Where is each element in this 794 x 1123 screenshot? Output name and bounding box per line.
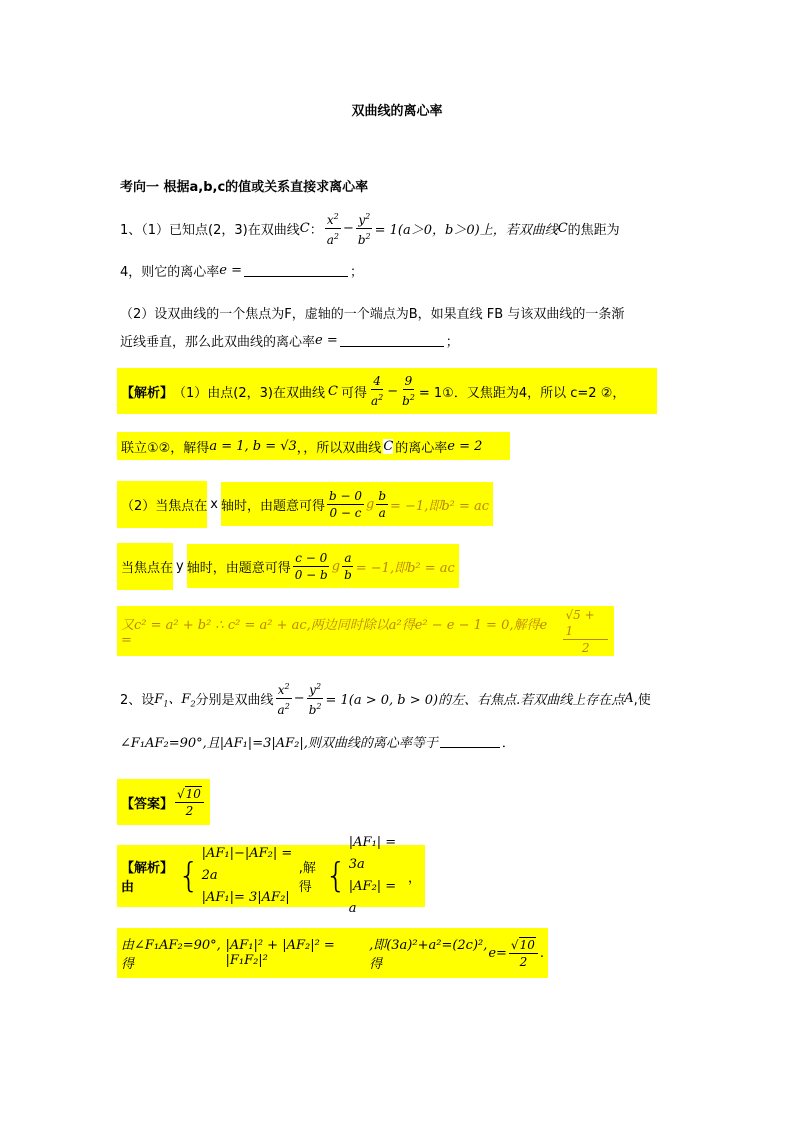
sol2-label: 【解析】由 — [121, 861, 174, 895]
sol1-curve: C — [327, 383, 338, 399]
q2-line1-d: A — [624, 690, 634, 706]
q2-line2-end: ． — [501, 736, 515, 751]
q2-line1-c: = 1(a > 0, b > 0)的左、右焦点.若双曲线上存在点 — [325, 692, 625, 708]
q1-e-eq-2: e = — [315, 333, 338, 348]
sol1-line2-c: ，，所以双曲线 — [296, 440, 382, 456]
sol1-line2-e: e = 2 — [447, 438, 483, 454]
answer-blank-3[interactable] — [440, 735, 500, 748]
sol1-line3-x: x — [210, 496, 218, 512]
sol2-num: 10 — [519, 937, 535, 952]
sol2-end: ， — [407, 870, 421, 886]
q1-semicolon: ； — [350, 265, 364, 280]
sol2-line2-d: e= — [488, 945, 507, 961]
solution-label: 【解析】 — [121, 385, 174, 401]
fraction-x2-a2: $\frac{x^2}{a^2}$ — [325, 209, 341, 248]
sol1-line5-num: √5 + 1 — [563, 607, 608, 640]
fraction-9-b2: $\frac{9}{b^2}$ — [402, 374, 415, 408]
solution1-line4: 当焦点在 y 轴时，由题意可得 $\frac{c - 0}{0 - b}$ g $\frac{a}{b}$ = −1,即b² = ac — [117, 544, 459, 588]
solution2-line1: 【解析】由 { |AF₁|−|AF₂| = 2a |AF₁|= 3|AF₂| ,解得 { |AF₁| = 3a |AF₂| = a ， — [117, 845, 425, 907]
q1-sub2-line1 — [120, 303, 624, 322]
fraction-y2-b2: $\frac{y^2}{b^2}$ — [356, 209, 373, 248]
page-title: 双曲线的离心率 — [351, 104, 443, 119]
solution1-line2 — [117, 432, 510, 460]
sol1-line4-tail: = −1,即b² = ac — [355, 560, 455, 576]
q1-suffix: 的焦距为 — [567, 222, 620, 238]
q1-sub2-text1: （2）设双曲线的一个焦点为F，虚轴的一个端点为B，如果直线 FB 与该双曲线的一条渐 — [120, 307, 625, 322]
sol1-part-b: 可得 — [340, 385, 367, 401]
sol2-line2-b: |AF₁|² + |AF₂|² = |F₁F₂|² — [225, 938, 335, 968]
answer-blank-1[interactable] — [244, 264, 348, 277]
q1-line2-text: 4，则它的离心率 — [120, 265, 220, 280]
q1-text-prefix: 1、（1）已知点(2，3)在双曲线 — [120, 222, 300, 238]
sol2-den: 2 — [519, 954, 528, 969]
sol1-curve-2: C — [383, 438, 394, 454]
solution1-line3: （2）当焦点在 x 轴时，由题意可得 $\frac{b - 0}{0 - c}$ g $\frac{b}{a}$ = −1,即b² = ac — [117, 482, 493, 526]
sol1-part-a: （1）由点(2，3)在双曲线 — [173, 385, 325, 401]
sys2-a: |AF₁| = 3a — [348, 835, 397, 872]
q1-sub2-text2: 近线垂直，那么此双曲线的离心率 — [120, 335, 316, 350]
sol2-line2-end: . — [539, 945, 544, 961]
answer-label: 【答案】 — [121, 796, 174, 812]
sol1-line2-b: a = 1, b = √3 — [209, 438, 297, 454]
sol1-line3-tail: = −1,即b² = ac — [390, 498, 490, 514]
system-equations-1 — [202, 843, 299, 909]
q2-line1-e: ,使 — [633, 692, 651, 708]
answer-blank-2[interactable] — [340, 334, 444, 347]
q1-colon: ： — [309, 222, 323, 238]
fraction-c0-0b: $\frac{c - 0}{0 - b}$ — [294, 550, 328, 582]
fraction-a-b: $\frac{a}{b}$ — [344, 550, 352, 582]
sol1-line4-b: 轴时，由题意可得 — [186, 560, 291, 576]
q1-semicolon-2: ； — [445, 335, 459, 350]
sol1-line5-den: 2 — [581, 640, 590, 655]
solution2-line2 — [117, 928, 548, 978]
q1-line1: 1、（1）已知点(2，3)在双曲线 C ： $\frac{x^2}{a^2}$ − $\frac{y^2}{b^2}$ = 1(a＞0，b＞0)上，若双曲线 C 的焦距为 — [120, 208, 620, 248]
sol2-mid: ,解得 — [298, 861, 316, 895]
sol1-line2-d: 的离心率 — [395, 440, 448, 456]
sol2-line2-c: ,即(3a)²+a²=(2c)²,得 — [369, 938, 488, 972]
fraction-sqrt10-over-2-b: √ 10 2 — [509, 937, 538, 970]
q1-curve-name: C — [299, 220, 310, 236]
sol1-line2-a: 联立①②，解得 — [121, 440, 210, 456]
fraction-x2-a2-q2: $\frac{x^2}{a^2}$ — [276, 679, 292, 718]
system-equations-2 — [349, 832, 408, 920]
sol2-line2-a: 由∠F₁AF₂=90°,得 — [121, 938, 221, 972]
q2-line1-a: 2、设 — [120, 692, 155, 708]
solution1-line5 — [117, 606, 614, 656]
q2-line2-a: ∠F₁AF₂=90°,且|AF₁|=3|AF₂|,则双曲线的离心率等于 — [120, 736, 438, 751]
fraction-b0-0c: $\frac{b - 0}{0 - c}$ — [329, 488, 362, 520]
sol1-line5: 又c² = a² + b² ∴ c² = a² + ac,两边同时除以a²得e² − e − 1 = 0,解得e = — [121, 618, 548, 648]
q1-sub2-line2 — [120, 331, 459, 350]
answer-den: 2 — [185, 803, 194, 818]
q2-line2 — [120, 732, 515, 751]
sys1-a: |AF₁|−|AF₂| = 2a — [201, 846, 293, 883]
q2-line1: 2、设 $F_1$、$F_2$ 分别是双曲线 $\frac{x^2}{a^2}$ − $\frac{y^2}{b^2}$ = 1(a > 0, b > 0)的左、右焦点.若双曲线上存在点 A ,使 — [120, 678, 651, 718]
sol1-part-c: = 1①．又焦距为4，所以 c=2 ②， — [418, 385, 626, 401]
q1-curve-name-2: C — [557, 220, 568, 236]
q1-line2 — [120, 261, 363, 280]
sol1-line4-a: 当焦点在 — [117, 543, 173, 590]
sys1-b: |AF₁|= 3|AF₂| — [201, 890, 290, 905]
q1-e-eq: e = — [219, 263, 242, 278]
q1-eq-tail: = 1(a＞0，b＞0)上，若双曲线 — [374, 222, 558, 238]
sol1-line3-a: （2）当焦点在 — [117, 481, 207, 528]
sol1-line3-b: 轴时，由题意可得 — [220, 498, 325, 514]
sol1-line4-y: y — [176, 558, 184, 574]
answer2-box — [117, 779, 210, 825]
fraction-y2-b2-q2: $\frac{y^2}{b^2}$ — [307, 679, 324, 718]
q2-line1-b: 分别是双曲线 — [195, 692, 274, 708]
fraction-sqrt10-over-2: √ 10 2 — [175, 786, 204, 819]
fraction-b-a: $\frac{b}{a}$ — [378, 488, 387, 520]
answer-num: 10 — [185, 786, 201, 801]
fraction-sqrt5-plus1-over-2 — [563, 607, 608, 656]
fraction-4-a2: $\frac{4}{a^2}$ — [370, 374, 384, 408]
sys2-b: |AF₂| = a — [348, 879, 397, 916]
section-heading: 考向一 根据a,b,c的值或关系直接求离心率 — [120, 180, 369, 195]
solution1-line1: 【解析】 （1）由点(2，3)在双曲线 C 可得 $\frac{4}{a^2}$ − $\frac{9}{b^2}$ = 1①．又焦距为4，所以 c=2 ②， — [117, 368, 657, 414]
